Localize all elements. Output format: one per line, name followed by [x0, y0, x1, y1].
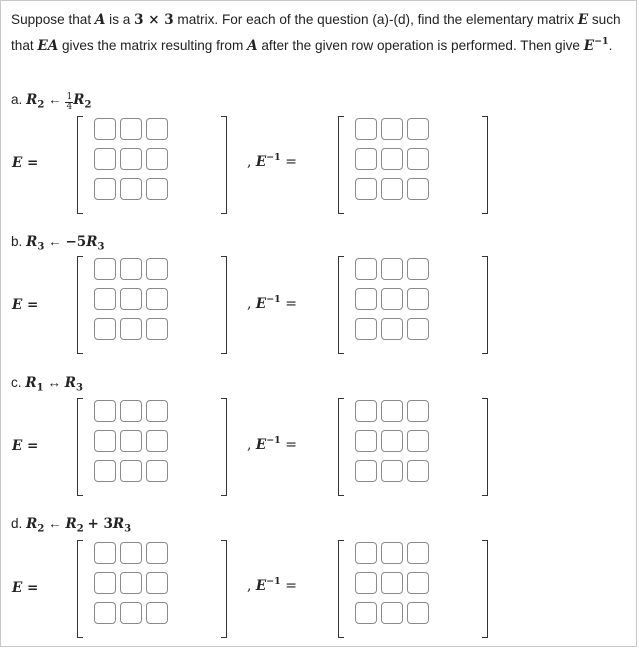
row-index: 1 [36, 382, 44, 394]
left-bracket [77, 540, 83, 638]
matrix-input-cell[interactable] [94, 542, 116, 564]
matrix-input-cell[interactable] [120, 178, 142, 200]
matrix-input-cell[interactable] [120, 572, 142, 594]
math-A: A [247, 38, 258, 54]
E-equals-text: E = [12, 155, 39, 171]
E-inverse-equals-label [247, 435, 297, 453]
part-b [0, 234, 639, 369]
E-equals-label [12, 580, 38, 596]
left-bracket [338, 256, 344, 354]
matrix-input-cell[interactable] [94, 318, 116, 340]
intro-text: matrix. For each of the question (a)-(d), find the elementary matrix [173, 12, 578, 27]
matrix-input-cell[interactable] [355, 258, 377, 280]
fraction-denominator: 4 [66, 102, 73, 112]
E-inverse-equals-label [247, 294, 297, 312]
matrix-input-cell[interactable] [146, 542, 168, 564]
row-symbol: R [73, 92, 85, 108]
math-dims: 3 × 3 [134, 12, 174, 28]
matrix-input-cell[interactable] [381, 178, 403, 200]
matrix-input-cell[interactable] [381, 400, 403, 422]
matrix-input-cell[interactable] [355, 288, 377, 310]
matrix-input-cell[interactable] [120, 258, 142, 280]
E-inverse-matrix [338, 116, 488, 214]
E-matrix-cells [94, 400, 168, 482]
matrix-input-cell[interactable] [146, 178, 168, 200]
matrix-input-cell[interactable] [120, 148, 142, 170]
E-symbol: E [255, 437, 267, 453]
matrix-input-cell[interactable] [381, 602, 403, 624]
matrix-input-cell[interactable] [120, 318, 142, 340]
row-symbol: R [86, 234, 98, 250]
right-bracket [482, 116, 488, 214]
math-EA: EA [37, 38, 59, 54]
part-letter: c. [11, 375, 22, 390]
matrix-input-cell[interactable] [355, 148, 377, 170]
right-bracket [482, 540, 488, 638]
E-matrix-cells [94, 258, 168, 340]
row-index: 3 [124, 523, 132, 535]
inverse-exponent: −1 [266, 435, 281, 446]
E-inverse-matrix-cells [355, 542, 429, 624]
matrix-input-cell[interactable] [407, 118, 429, 140]
matrix-input-cell[interactable] [120, 602, 142, 624]
right-bracket [482, 256, 488, 354]
E-symbol: E [255, 296, 267, 312]
equals-sign: = [280, 154, 297, 170]
E-inverse-matrix-cells [355, 258, 429, 340]
matrix-input-cell[interactable] [94, 148, 116, 170]
matrix-input-cell[interactable] [381, 572, 403, 594]
right-bracket [221, 256, 227, 354]
matrix-input-cell[interactable] [146, 258, 168, 280]
row-index: 2 [76, 523, 84, 535]
comma: , [247, 437, 252, 453]
matrix-input-cell[interactable] [407, 572, 429, 594]
E-equals-text: E = [12, 297, 39, 313]
left-bracket [77, 398, 83, 496]
row-symbol: R [26, 516, 38, 532]
row-symbol: R [26, 234, 38, 250]
matrix-input-cell[interactable] [94, 430, 116, 452]
E-matrix-cells [94, 542, 168, 624]
left-bracket [77, 116, 83, 214]
intro-text: after the given row operation is performed. Then give [257, 38, 584, 53]
matrix-input-cell[interactable] [407, 178, 429, 200]
matrix-input-cell[interactable] [407, 430, 429, 452]
row-index: 3 [75, 382, 83, 394]
row-index: 2 [37, 99, 45, 111]
E-equals-label [12, 155, 38, 171]
E-symbol: E [255, 578, 267, 594]
right-bracket [221, 116, 227, 214]
intro-text: is a [105, 12, 135, 27]
E-inverse-matrix-cells [355, 118, 429, 200]
matrix-input-cell[interactable] [381, 258, 403, 280]
E-equals-text: E = [12, 580, 39, 596]
row-symbol: R [25, 375, 37, 391]
matrix-input-cell[interactable] [94, 572, 116, 594]
matrix-input-cell[interactable] [355, 178, 377, 200]
matrix-input-cell[interactable] [381, 542, 403, 564]
matrix-input-cell[interactable] [407, 148, 429, 170]
row-symbol: R [64, 375, 76, 391]
E-inverse-matrix [338, 540, 488, 638]
matrix-input-cell[interactable] [94, 400, 116, 422]
matrix-input-cell[interactable] [381, 288, 403, 310]
matrix-input-cell[interactable] [407, 460, 429, 482]
part-label [11, 92, 91, 112]
left-bracket [338, 116, 344, 214]
E-symbol: E [255, 154, 267, 170]
E-equals-label [12, 297, 38, 313]
part-letter: b. [11, 234, 23, 249]
part-a [0, 92, 639, 227]
matrix-input-cell[interactable] [120, 400, 142, 422]
intro-text: such that [11, 12, 621, 53]
matrix-input-cell[interactable] [94, 178, 116, 200]
math-inverse-exponent: −1 [594, 36, 609, 47]
matrix-input-cell[interactable] [407, 318, 429, 340]
matrix-input-cell[interactable] [146, 602, 168, 624]
math-E: E [583, 38, 595, 54]
matrix-input-cell[interactable] [355, 602, 377, 624]
inverse-exponent: −1 [266, 576, 281, 587]
right-bracket [221, 398, 227, 496]
comma: , [247, 154, 252, 170]
E-matrix [77, 398, 227, 496]
part-label [11, 234, 104, 253]
matrix-input-cell[interactable] [146, 318, 168, 340]
equals-sign: = [280, 578, 297, 594]
row-symbol: R [26, 92, 38, 108]
row-symbol: R [65, 516, 77, 532]
matrix-input-cell[interactable] [407, 400, 429, 422]
matrix-input-cell[interactable] [381, 148, 403, 170]
row-index: 2 [37, 523, 45, 535]
matrix-input-cell[interactable] [120, 460, 142, 482]
matrix-input-cell[interactable] [120, 288, 142, 310]
intro-text: Suppose that [11, 12, 95, 27]
matrix-input-cell[interactable] [146, 118, 168, 140]
inverse-exponent: −1 [266, 294, 281, 305]
matrix-input-cell[interactable] [146, 400, 168, 422]
matrix-input-cell[interactable] [407, 288, 429, 310]
E-inverse-matrix-cells [355, 400, 429, 482]
matrix-input-cell[interactable] [94, 460, 116, 482]
matrix-input-cell[interactable] [355, 430, 377, 452]
E-inverse-equals-label [247, 576, 297, 594]
matrix-input-cell[interactable] [146, 430, 168, 452]
matrix-input-cell[interactable] [381, 460, 403, 482]
part-d [0, 516, 639, 651]
E-matrix [77, 256, 227, 354]
matrix-input-cell[interactable] [146, 148, 168, 170]
matrix-input-cell[interactable] [381, 430, 403, 452]
arrow-symbol: ← [48, 516, 62, 531]
matrix-input-cell[interactable] [355, 542, 377, 564]
plus-coefficient: + 3 [87, 516, 113, 532]
matrix-input-cell[interactable] [94, 288, 116, 310]
swap-arrow-symbol: ↔ [47, 375, 61, 390]
matrix-input-cell[interactable] [146, 572, 168, 594]
part-label [11, 375, 83, 394]
matrix-input-cell[interactable] [355, 318, 377, 340]
coefficient: −5 [65, 234, 87, 250]
math-A: A [94, 12, 106, 28]
comma: , [247, 296, 252, 312]
left-bracket [338, 540, 344, 638]
matrix-input-cell[interactable] [355, 400, 377, 422]
matrix-input-cell[interactable] [120, 430, 142, 452]
intro-text: . [608, 38, 613, 53]
matrix-input-cell[interactable] [407, 258, 429, 280]
matrix-input-cell[interactable] [407, 542, 429, 564]
intro-text: gives the matrix resulting from [58, 38, 248, 53]
equals-sign: = [280, 437, 297, 453]
part-c [0, 375, 639, 510]
row-index: 3 [97, 241, 105, 253]
E-inverse-matrix [338, 398, 488, 496]
E-matrix [77, 540, 227, 638]
part-letter: a. [11, 92, 23, 107]
E-inverse-matrix [338, 256, 488, 354]
matrix-input-cell[interactable] [407, 602, 429, 624]
matrix-input-cell[interactable] [94, 602, 116, 624]
E-equals-label [12, 438, 38, 454]
E-matrix [77, 116, 227, 214]
matrix-input-cell[interactable] [381, 318, 403, 340]
right-bracket [221, 540, 227, 638]
matrix-input-cell[interactable] [381, 118, 403, 140]
E-matrix-cells [94, 118, 168, 200]
arrow-symbol: ← [48, 92, 62, 107]
left-bracket [338, 398, 344, 496]
part-letter: d. [11, 516, 23, 531]
row-symbol: R [112, 516, 125, 532]
E-equals-text: E = [12, 438, 39, 454]
right-bracket [482, 398, 488, 496]
matrix-input-cell[interactable] [146, 460, 168, 482]
matrix-input-cell[interactable] [120, 118, 142, 140]
matrix-input-cell[interactable] [355, 460, 377, 482]
matrix-input-cell[interactable] [355, 118, 377, 140]
matrix-input-cell[interactable] [94, 258, 116, 280]
matrix-input-cell[interactable] [120, 542, 142, 564]
row-index: 2 [84, 99, 92, 111]
inverse-exponent: −1 [266, 152, 281, 163]
E-inverse-equals-label [247, 152, 297, 170]
comma: , [247, 578, 252, 594]
row-index: 3 [37, 241, 45, 253]
matrix-input-cell[interactable] [146, 288, 168, 310]
equals-sign: = [280, 296, 297, 312]
fraction-numerator: 1 [66, 92, 73, 102]
matrix-input-cell[interactable] [355, 572, 377, 594]
question-intro [11, 9, 623, 57]
arrow-symbol: ← [48, 234, 62, 249]
matrix-input-cell[interactable] [94, 118, 116, 140]
math-E: E [577, 12, 589, 28]
left-bracket [77, 256, 83, 354]
part-label [11, 516, 131, 535]
